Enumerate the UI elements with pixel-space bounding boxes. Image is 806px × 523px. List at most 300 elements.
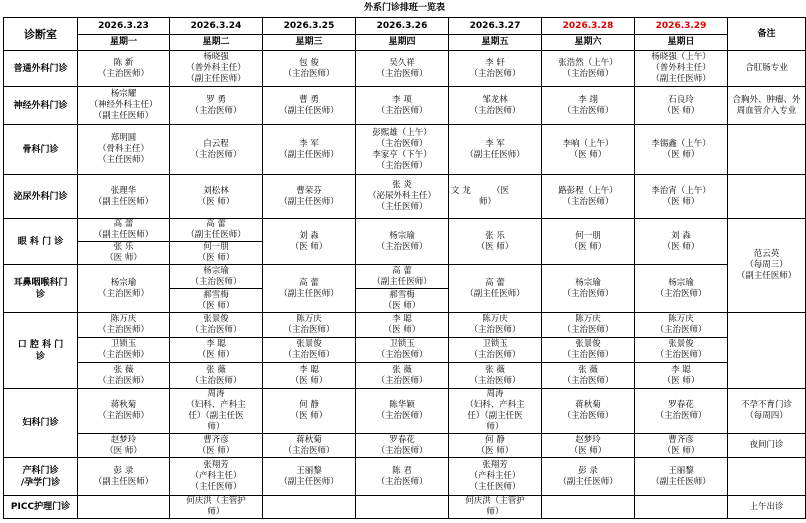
cell-line: （主任医师） — [97, 155, 149, 165]
cell-line: 张翔芳 — [203, 460, 229, 470]
cell-line: （副主任医师） — [279, 476, 339, 487]
cell-line: 何一朋 — [575, 230, 601, 241]
date-header: 2026.3.27 — [449, 18, 542, 35]
weekday-header: 星期六 — [542, 35, 635, 51]
cell-line: 刘 淼 — [299, 230, 319, 241]
cell-line: 郑明圆 — [110, 133, 137, 143]
schedule-cell — [449, 87, 542, 125]
cell-line: （主治医师） — [97, 68, 149, 79]
schedule-cell — [263, 219, 356, 265]
cell-line: （医 师） — [662, 375, 700, 386]
schedule-cell — [449, 389, 542, 434]
cell-line: （医 师） — [662, 196, 700, 207]
cell-line: 卫锁玉 — [110, 339, 137, 349]
note-cell — [728, 87, 806, 125]
schedule-cell — [170, 242, 263, 265]
table-row — [4, 389, 806, 434]
schedule-cell — [356, 434, 449, 458]
cell-line: 赵梦玲 — [110, 434, 137, 445]
date-header: 2026.3.24 — [170, 18, 263, 35]
cell-line: （医 师） — [290, 375, 328, 386]
cell-line: （主治医师） — [562, 350, 614, 360]
schedule-cell — [170, 125, 263, 175]
cell-line: 张景俊 — [296, 339, 322, 349]
cell-line: 高 蕾 — [299, 277, 319, 288]
cell-line: （医 师） — [290, 241, 328, 252]
note-line: 夜间门诊 — [749, 440, 784, 450]
cell-line: （主治医师） — [655, 411, 707, 421]
department-label-line: 产科门诊 — [22, 465, 59, 476]
department-label — [4, 389, 78, 458]
schedule-cell — [356, 496, 449, 519]
cell-line: （医 师） — [197, 445, 235, 456]
cell-line: 卫锁玉 — [389, 339, 415, 349]
schedule-cell — [356, 338, 449, 363]
cell-line: 王丽黎 — [296, 465, 322, 476]
schedule-cell — [170, 496, 263, 519]
cell-line: （主治医师） — [655, 325, 707, 335]
schedule-cell — [542, 363, 635, 389]
table-row — [4, 313, 806, 338]
note-cell — [728, 125, 806, 175]
cell-line: 罗春花 — [668, 400, 694, 410]
schedule-cell — [170, 289, 263, 313]
cell-line: （主治医师） — [469, 375, 521, 386]
cell-line: （副主任医师） — [558, 476, 618, 487]
cell-line: 白云程 — [203, 138, 229, 149]
schedule-cell — [170, 363, 263, 389]
weekday-header: 星期日 — [635, 35, 728, 51]
schedule-cell — [635, 51, 728, 87]
cell-line: （医 师） — [197, 253, 235, 263]
schedule-cell — [78, 51, 170, 87]
schedule-cell — [78, 265, 170, 313]
schedule-cell — [542, 51, 635, 87]
schedule-cell — [263, 51, 356, 87]
cell-line: 张 薇 — [578, 364, 598, 375]
cell-line: （医 师） — [383, 325, 421, 335]
cell-line: （主治医师） — [562, 288, 614, 299]
cell-line: 任）（副主任医 — [467, 411, 523, 421]
department-label — [4, 175, 78, 219]
schedule-cell — [356, 87, 449, 125]
cell-line: 杨晓强 — [203, 52, 229, 62]
department-label — [4, 219, 78, 265]
cell-line: 彭 录 — [113, 465, 134, 476]
cell-line: 蒋秋菊 — [296, 434, 322, 445]
cell-line: （副主任医师） — [93, 230, 154, 240]
cell-line: 曹荣芬 — [296, 185, 322, 196]
schedule-cell — [635, 87, 728, 125]
cell-line: （主治医师） — [376, 160, 428, 171]
cell-line: 李 轩 — [485, 57, 505, 68]
cell-line: （副主任医师） — [93, 196, 154, 207]
schedule-cell — [78, 458, 170, 496]
cell-line: 陈万庆 — [575, 314, 601, 324]
schedule-cell — [635, 363, 728, 389]
date-header: 2026.3.23 — [78, 18, 170, 35]
department-label-line: 泌尿外科门诊 — [13, 191, 68, 202]
cell-line: （医 师） — [197, 350, 235, 360]
cell-line: （医 师） — [383, 300, 421, 311]
cell-line: （主治医师） — [562, 375, 614, 386]
schedule-cell — [263, 175, 356, 219]
date-header: 2026.3.26 — [356, 18, 449, 35]
cell-line: （医 师） — [662, 149, 700, 160]
schedule-cell — [356, 51, 449, 87]
schedule-cell — [78, 313, 170, 338]
cell-line: （主治医师） — [376, 411, 428, 421]
schedule-cell — [449, 175, 542, 219]
cell-line: 李 聪 — [671, 364, 691, 375]
table-row — [4, 338, 806, 363]
cell-line: （副主任医师） — [465, 288, 525, 299]
department-label-line: 神经外科门诊 — [13, 100, 68, 111]
cell-line: （主治医师） — [283, 68, 335, 79]
note-line: 合胸外、肿瘤、外 — [732, 94, 801, 105]
cell-line: （妇科、产科主 — [186, 400, 246, 410]
cell-line: （主治医师） — [97, 325, 149, 335]
table-row — [4, 0, 806, 18]
cell-line: （主治医师） — [562, 196, 614, 207]
schedule-cell — [78, 338, 170, 363]
weekday-header: 星期一 — [78, 35, 170, 51]
cell-line: 师） — [207, 507, 225, 517]
cell-line: 文 龙 （医 — [451, 185, 509, 196]
schedule-cell — [449, 496, 542, 519]
cell-line: （产科主任） — [190, 471, 242, 481]
schedule-cell — [263, 313, 356, 338]
cell-line: 张景俊 — [203, 314, 229, 324]
cell-line: 蒋秋菊 — [110, 400, 137, 410]
note-cell — [728, 389, 806, 434]
cell-line: 何一朋 — [203, 242, 229, 252]
cell-line: （主治医师） — [283, 325, 335, 335]
note-cell — [728, 313, 806, 389]
note-line: （每周三） — [745, 260, 788, 270]
cell-line: 杨宗瑜 — [110, 277, 137, 288]
schedule-cell — [356, 219, 449, 265]
cell-line: （主治医师） — [190, 149, 242, 160]
cell-line: （医 师） — [197, 300, 235, 311]
note-cell — [728, 51, 806, 87]
schedule-cell — [449, 265, 542, 313]
schedule-cell — [78, 363, 170, 389]
cell-line: （主治医师） — [469, 350, 521, 360]
cell-line: 李 项 — [392, 94, 412, 105]
cell-line: 陈万庆 — [110, 314, 137, 324]
schedule-cell — [170, 87, 263, 125]
cell-line: （神经外科主任） — [89, 100, 158, 110]
cell-line: （主治医师） — [97, 350, 149, 360]
cell-line: 师） — [486, 507, 504, 517]
cell-line: 陈万庆 — [482, 314, 508, 324]
weekday-header: 星期四 — [356, 35, 449, 51]
cell-line: （主治医师） — [376, 138, 428, 149]
schedule-cell — [356, 458, 449, 496]
cell-line: （副主任医师） — [465, 149, 525, 160]
schedule-cell — [170, 265, 263, 289]
schedule-cell — [356, 363, 449, 389]
cell-line: 张理华 — [110, 185, 137, 196]
cell-line: （骨科主任） — [97, 144, 149, 154]
schedule-cell — [635, 496, 728, 519]
schedule-cell — [263, 125, 356, 175]
cell-line: 张浩然（上午） — [558, 57, 618, 68]
weekday-header: 星期五 — [449, 35, 542, 51]
schedule-cell — [78, 219, 170, 242]
table-row — [4, 265, 806, 289]
cell-line: 高 蕾 — [206, 219, 226, 229]
schedule-cell — [449, 219, 542, 265]
cell-line: 陈 新 — [113, 57, 134, 68]
cell-line: 路彭程（上午） — [558, 185, 618, 196]
schedule-cell — [542, 458, 635, 496]
department-label-line: /孕学门诊 — [20, 477, 61, 488]
cell-line: （医 师） — [569, 445, 607, 456]
page-title: 外系门诊排班一览表 — [363, 3, 445, 13]
schedule-cell — [263, 496, 356, 519]
cell-line: 蒋秋菊 — [575, 400, 601, 410]
schedule-cell — [356, 125, 449, 175]
note-line: 合肛肠专业 — [745, 63, 788, 73]
schedule-cell — [170, 175, 263, 219]
department-label-line: 诊 — [35, 351, 45, 362]
schedule-cell — [263, 458, 356, 496]
table-row — [4, 434, 806, 458]
schedule-cell — [170, 434, 263, 458]
cell-line: （主任医师） — [190, 482, 242, 492]
date-header: 2026.3.25 — [263, 18, 356, 35]
cell-line: 王丽黎 — [668, 465, 694, 476]
cell-line: （普外科主任） — [651, 63, 711, 73]
department-label-line: PICC护理门诊 — [10, 502, 71, 512]
cell-line: 杨宗瑜 — [389, 230, 415, 241]
schedule-cell — [542, 125, 635, 175]
cell-line: （主治医师） — [562, 411, 614, 421]
schedule-cell — [635, 125, 728, 175]
table-row — [4, 175, 806, 219]
cell-line: 高 蕾 — [485, 277, 505, 288]
department-label — [4, 51, 78, 87]
date-header: 2026.3.29 — [635, 18, 728, 35]
department-label-line: 骨科门诊 — [22, 144, 59, 155]
department-label — [4, 496, 78, 519]
schedule-cell — [542, 338, 635, 363]
schedule-cell — [542, 496, 635, 519]
table-row — [4, 125, 806, 175]
note-line: 不孕不育门诊 — [740, 400, 792, 410]
cell-line: （医 师） — [569, 241, 607, 252]
schedule-cell — [356, 313, 449, 338]
cell-line: 彭熙雄（上午） — [372, 127, 432, 138]
table-row — [4, 363, 806, 389]
schedule-cell — [263, 338, 356, 363]
cell-line: （副主任医师） — [93, 111, 154, 121]
cell-line: （医 师） — [290, 411, 328, 421]
schedule-cell — [635, 265, 728, 313]
schedule-cell — [78, 125, 170, 175]
schedule-cell — [170, 313, 263, 338]
schedule-cell — [356, 265, 449, 289]
schedule-cell — [542, 389, 635, 434]
cell-line: （主治医师） — [190, 325, 242, 335]
cell-line: 陈 君 — [392, 465, 412, 476]
cell-line: （主治医师） — [190, 375, 242, 386]
cell-line: 张 薇 — [113, 364, 134, 375]
cell-line: 郝雪梅 — [389, 289, 415, 300]
cell-line: 张 乐 — [485, 230, 505, 241]
cell-line: （主治医师） — [376, 350, 428, 360]
note-cell — [728, 496, 806, 519]
cell-line: （医 师） — [662, 241, 700, 252]
cell-line: （医 师） — [105, 253, 142, 263]
schedule-cell — [170, 389, 263, 434]
table-row — [4, 219, 806, 242]
department-label-line: 诊 — [35, 289, 45, 300]
table-row — [4, 87, 806, 125]
cell-line: （医 师） — [476, 445, 514, 456]
schedule-cell — [542, 219, 635, 265]
cell-line: 张 炎 — [392, 180, 412, 190]
cell-line: 师） — [207, 422, 225, 432]
schedule-cell — [542, 434, 635, 458]
table-row — [4, 51, 806, 87]
cell-line: （主治医师） — [376, 445, 428, 456]
cell-line: 张翔芳 — [482, 460, 508, 470]
cell-line: 赵梦玲 — [575, 434, 601, 445]
schedule-cell — [263, 389, 356, 434]
cell-line: （主治医师） — [655, 288, 707, 299]
table-row — [4, 496, 806, 519]
cell-line: 杨宗瑜 — [575, 277, 601, 288]
cell-line: 李 翊 — [578, 94, 598, 105]
cell-line: （主治医师） — [376, 241, 428, 252]
table-row — [4, 18, 806, 35]
cell-line: 张景俊 — [575, 339, 601, 349]
schedule-cell — [635, 458, 728, 496]
note-line: 范云英 — [753, 249, 780, 259]
cell-line: 李 军 — [299, 138, 319, 149]
weekday-header: 星期三 — [263, 35, 356, 51]
cell-line: （主治医师） — [655, 350, 707, 360]
cell-line: （副主任医师） — [186, 230, 246, 240]
cell-line: 李家亨（下午） — [372, 149, 432, 160]
cell-line: （医 师） — [569, 149, 607, 160]
cell-line: （妇科、产科主 — [465, 400, 525, 410]
cell-line: 李锡鑫（上午） — [651, 138, 711, 149]
cell-line: 曹 勇 — [299, 94, 319, 105]
cell-line: （副主任医师） — [372, 276, 432, 287]
note-line: （每周四） — [745, 411, 788, 421]
schedule-cell — [449, 363, 542, 389]
cell-line: 杨宗瑜 — [668, 277, 694, 288]
cell-line: （主治医师） — [376, 105, 428, 116]
cell-line: （主治医师） — [376, 68, 428, 79]
schedule-cell — [170, 458, 263, 496]
cell-line: 高 蕾 — [113, 219, 134, 229]
cell-line: 陈万庆 — [296, 314, 322, 324]
note-column-header: 备注 — [728, 18, 806, 51]
cell-line: 李 军 — [485, 138, 505, 149]
cell-line: 周涛 — [486, 389, 504, 399]
cell-line: 卫锁玉 — [482, 339, 508, 349]
department-label-line: 耳鼻咽喉科门 — [13, 277, 68, 288]
dept-column-header: 诊断室 — [4, 18, 78, 51]
schedule-cell — [449, 51, 542, 87]
note-cell — [728, 434, 806, 458]
cell-line: 李 聪 — [392, 314, 412, 324]
cell-line: 张 薇 — [392, 364, 412, 375]
department-label — [4, 265, 78, 313]
department-label — [4, 87, 78, 125]
cell-line: 曹齐彦 — [203, 434, 229, 445]
schedule-cell — [542, 265, 635, 313]
cell-line: （主治医师） — [190, 105, 242, 116]
schedule-cell — [78, 87, 170, 125]
cell-line: （主治医师） — [562, 325, 614, 335]
cell-line: （主治医师） — [469, 325, 521, 335]
cell-line: （副主任医师） — [93, 476, 154, 487]
cell-line: （泌尿外科主任） — [367, 191, 436, 201]
cell-line: （主治医师） — [283, 445, 335, 456]
note-line: 周血管介入专业 — [736, 105, 797, 116]
schedule-cell — [78, 242, 170, 265]
cell-line: （副主任医师） — [279, 149, 339, 160]
note-line: 上午出诊 — [749, 501, 784, 512]
cell-line: 吴久祥 — [389, 57, 415, 68]
cell-line: 任）（副主任医 — [188, 411, 244, 421]
cell-line: （主治医师） — [97, 375, 149, 386]
date-header: 2026.3.28 — [542, 18, 635, 35]
cell-line: （副主任医师） — [279, 196, 339, 207]
cell-line: 曹齐彦 — [668, 434, 694, 445]
note-cell — [728, 175, 806, 219]
cell-line: 彭 录 — [578, 465, 598, 476]
cell-line: 何庆洪（主管护 — [465, 496, 525, 506]
schedule-cell — [542, 87, 635, 125]
table-row — [4, 35, 806, 51]
schedule-cell — [635, 338, 728, 363]
schedule-cell — [449, 338, 542, 363]
schedule-cell — [542, 313, 635, 338]
schedule-cell — [635, 175, 728, 219]
cell-line: 罗春花 — [389, 434, 415, 445]
department-label — [4, 125, 78, 175]
cell-line: 陈万庆 — [668, 314, 694, 324]
cell-line: 李治宵（上午） — [651, 185, 711, 196]
cell-line: 师） — [486, 422, 504, 432]
weekday-header: 星期二 — [170, 35, 263, 51]
cell-line: 张 乐 — [113, 242, 134, 252]
cell-line: （主治医师） — [283, 350, 335, 360]
note-line: （副主任医师） — [736, 271, 797, 281]
schedule-cell — [356, 175, 449, 219]
cell-line: 邹龙林 — [482, 94, 508, 105]
department-label-line: 眼 科 门 诊 — [17, 236, 64, 247]
schedule-cell — [542, 175, 635, 219]
cell-line: （产科主任） — [469, 471, 521, 481]
cell-line: （普外科主任） — [186, 63, 246, 73]
cell-line: （主治医师） — [562, 105, 614, 116]
cell-line: （医 师） — [662, 105, 700, 116]
department-label-line: 妇科门诊 — [22, 418, 59, 428]
cell-line: （主治医师） — [190, 276, 242, 287]
schedule-cell — [78, 496, 170, 519]
cell-line: （医 师） — [105, 445, 142, 456]
cell-line: 李 聪 — [206, 339, 226, 349]
cell-line: 杨晓强（上午） — [651, 52, 711, 62]
